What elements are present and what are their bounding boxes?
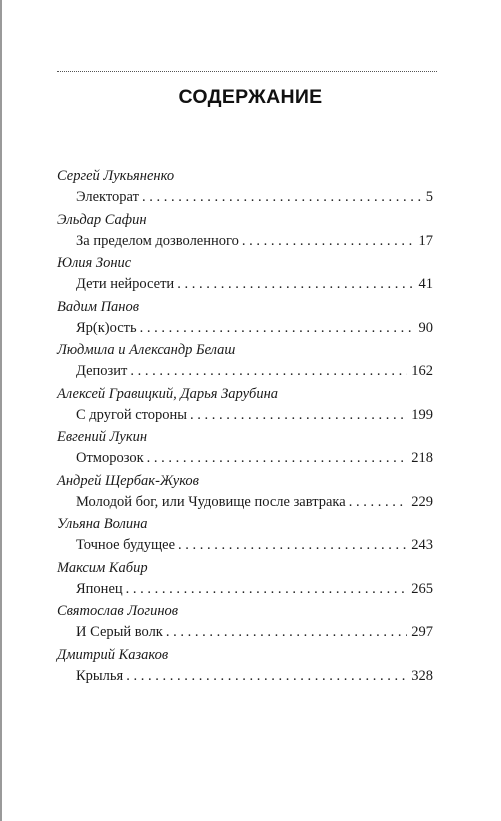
toc-entry [57, 645, 433, 689]
toc-author: Сергей Лукьяненко [57, 168, 175, 184]
toc-line[interactable] [57, 187, 433, 208]
page-title: СОДЕРЖАНИЕ [178, 86, 323, 108]
toc-entry [57, 427, 433, 471]
toc-entry [57, 166, 433, 210]
toc-line[interactable] [57, 535, 433, 556]
toc-entry [57, 601, 433, 645]
toc-entry [57, 471, 433, 515]
toc-line[interactable] [57, 492, 433, 513]
toc-author: Святослав Логинов [57, 603, 179, 619]
toc-entry [57, 340, 433, 384]
toc-page-number: 90 [418, 319, 433, 336]
toc-author: Людмила и Александр Белаш [57, 342, 236, 358]
dot-leader [130, 361, 407, 382]
toc-page-number: 229 [411, 493, 433, 510]
toc-line[interactable] [57, 405, 433, 426]
toc-work-title: Молодой бог, или Чудовище после завтрака [76, 493, 346, 510]
dot-leader [178, 535, 407, 556]
toc-work-title: Крылья [76, 667, 124, 684]
toc-author: Вадим Панов [57, 298, 140, 315]
toc-page-number: 328 [411, 667, 433, 684]
toc-work-title: Дети нейросети [76, 276, 175, 292]
toc-entry [57, 514, 433, 558]
toc-author: Юлия Зонис [57, 255, 132, 271]
toc-line[interactable] [57, 448, 433, 469]
toc-line[interactable] [57, 579, 433, 600]
table-of-contents [57, 166, 433, 688]
dot-leader [349, 492, 408, 513]
toc-entry [57, 297, 433, 341]
toc-page-number: 17 [418, 232, 433, 249]
toc-line[interactable] [57, 666, 433, 687]
toc-author: Эльдар Сафин [57, 211, 147, 228]
toc-author: Ульяна Волина [57, 516, 148, 532]
toc-page-number: 297 [411, 624, 433, 640]
toc-work-title: Японец [76, 580, 123, 597]
page-edge [0, 0, 2, 821]
toc-entry [57, 210, 433, 254]
dot-leader [126, 666, 407, 687]
toc-work-title: За пределом дозволенного [76, 232, 239, 249]
toc-page-number: 199 [411, 406, 433, 423]
dot-leader [126, 579, 408, 600]
toc-work-title: Отморозок [76, 450, 144, 466]
toc-author: Дмитрий Казаков [57, 646, 169, 663]
dot-leader [147, 448, 408, 469]
toc-line[interactable] [57, 361, 433, 382]
dot-leader [166, 622, 407, 643]
toc-entry [57, 558, 433, 602]
dot-leader [142, 187, 422, 208]
toc-author: Алексей Гравицкий, Дарья Зарубина [57, 385, 279, 402]
toc-line[interactable] [57, 274, 433, 295]
toc-page-number: 41 [418, 276, 433, 292]
dot-leader [190, 405, 407, 426]
toc-author: Андрей Щербак-Жуков [57, 472, 199, 489]
toc-entry [57, 384, 433, 428]
toc-page-number: 265 [411, 580, 433, 597]
toc-work-title: Точное будущее [76, 537, 176, 553]
toc-work-title: И Серый волк [76, 624, 163, 640]
toc-page-number: 218 [411, 450, 433, 466]
toc-work-title: Яр(к)ость [76, 319, 137, 336]
toc-work-title: С другой стороны [76, 406, 188, 423]
toc-work-title: Депозит [76, 363, 128, 379]
toc-line[interactable] [57, 231, 433, 252]
toc-author: Максим Кабир [57, 559, 148, 576]
dot-leader [177, 274, 414, 295]
dot-leader [140, 318, 415, 339]
toc-line[interactable] [57, 622, 433, 643]
toc-entry [57, 253, 433, 297]
toc-page-number: 243 [411, 537, 433, 553]
toc-page-number: 162 [411, 363, 433, 379]
toc-page-number: 5 [425, 189, 433, 205]
toc-work-title: Электорат [76, 189, 139, 205]
dot-leader [242, 231, 415, 252]
dotted-rule [57, 71, 437, 72]
toc-author: Евгений Лукин [57, 429, 148, 445]
toc-line[interactable] [57, 318, 433, 339]
